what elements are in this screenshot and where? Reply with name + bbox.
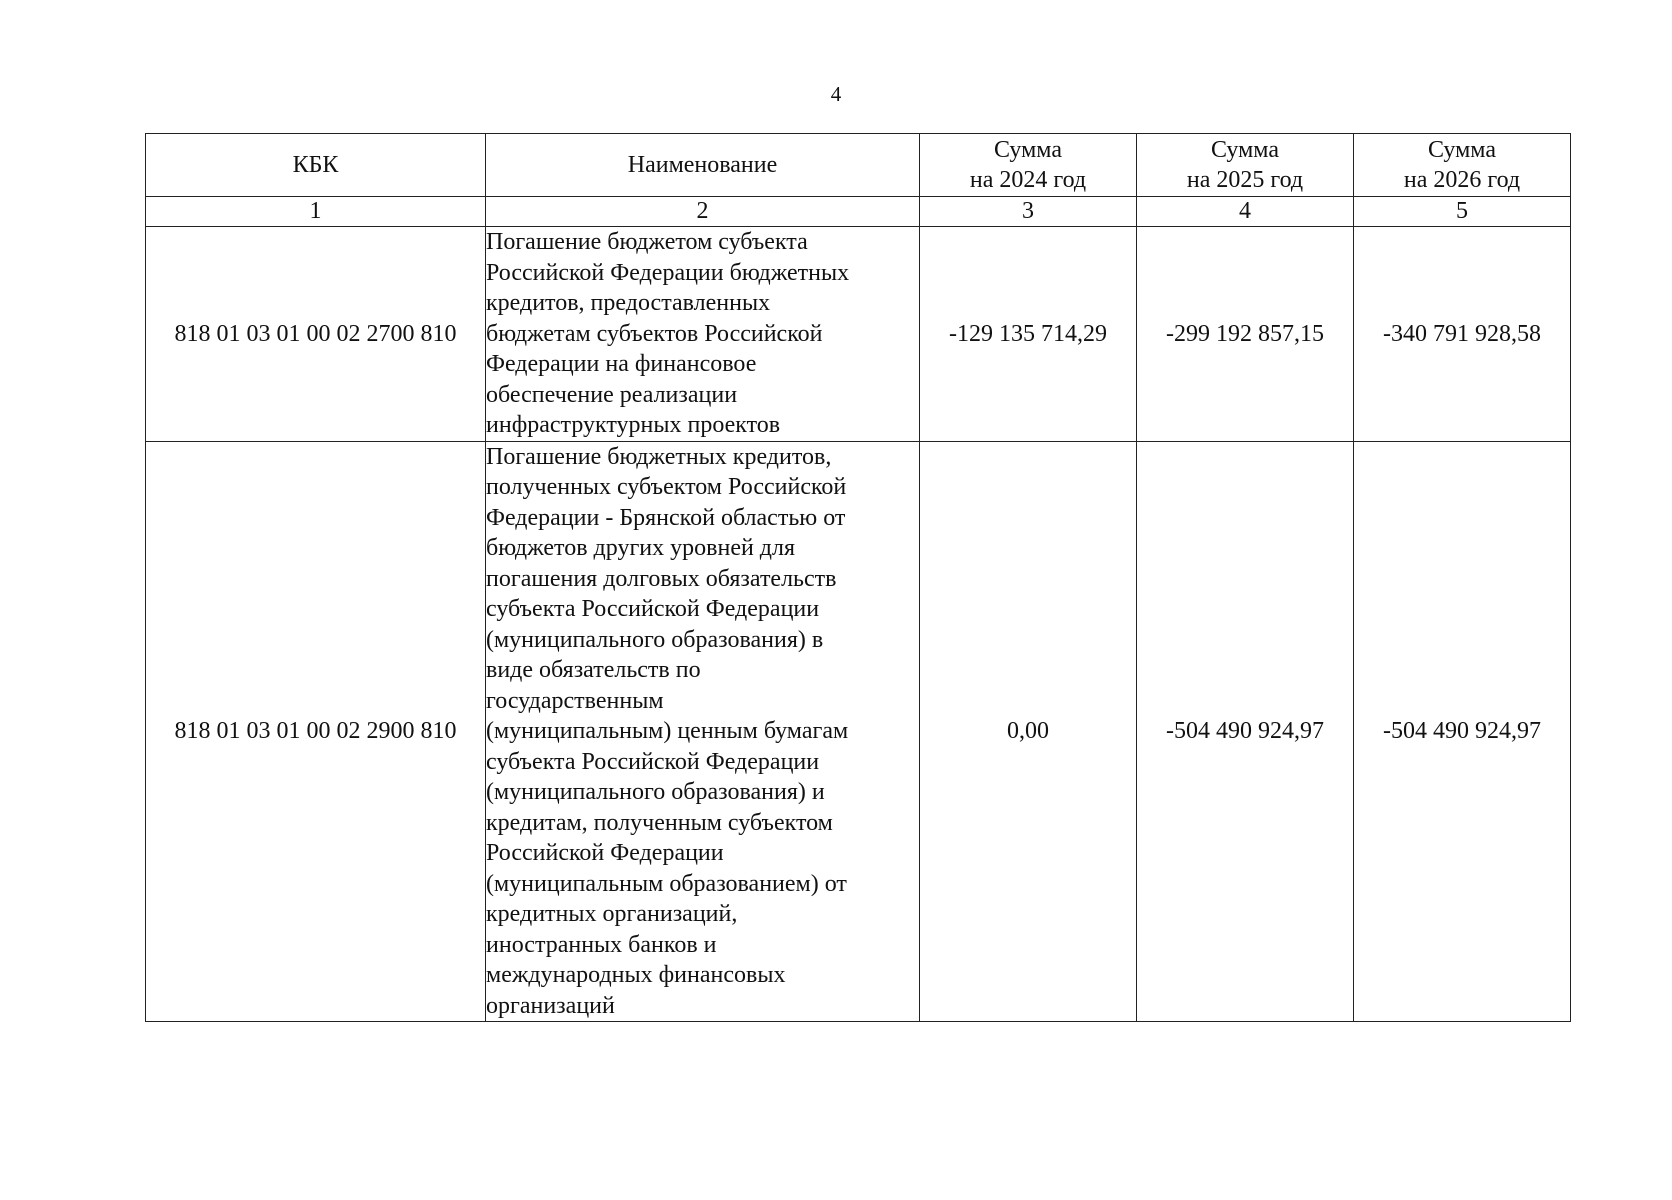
- header-sum-2025-line2: на 2025 год: [1186, 167, 1304, 193]
- amount-2024: 0,00: [920, 441, 1137, 1022]
- header-sum-2024-line1: Сумма: [994, 136, 1062, 163]
- item-name-line: обеспечение реализации: [486, 381, 738, 408]
- item-name: [486, 227, 920, 442]
- item-name-line: бюджетов других уровней для: [486, 535, 796, 561]
- amount-2025: -299 192 857,15: [1137, 227, 1354, 442]
- table-row: [146, 227, 1571, 442]
- item-name-line: полученных субъектом Российской: [486, 474, 847, 500]
- header-sum-2026-line1: Сумма: [1428, 136, 1496, 163]
- item-name-line: субъекта Российской Федерации: [486, 596, 820, 622]
- amount-2026: -340 791 928,58: [1354, 227, 1571, 442]
- header-name: Наименование: [486, 134, 920, 197]
- header-sum-2025-line1: Сумма: [1211, 136, 1279, 163]
- budget-table: [145, 133, 1571, 1022]
- column-number: 4: [1137, 197, 1354, 227]
- table-header-row: [146, 134, 1571, 197]
- item-name-line: иностранных банков и: [486, 931, 717, 958]
- column-number: 1: [146, 197, 486, 227]
- column-number-row: [146, 197, 1571, 227]
- amount-2025: -504 490 924,97: [1137, 441, 1354, 1022]
- item-name-line: (муниципального образования) и: [486, 779, 825, 805]
- item-name-line: государственным: [486, 687, 664, 714]
- table-row: [146, 441, 1571, 1022]
- item-name-line: погашения долговых обязательств: [486, 565, 837, 592]
- header-sum-2024-line2: на 2024 год: [969, 167, 1087, 193]
- item-name: [486, 441, 920, 1022]
- item-name-line: (муниципальным образованием) от: [486, 870, 847, 897]
- item-name-line: Федерации - Брянской областью от: [486, 504, 846, 531]
- item-name-line: кредитных организаций,: [486, 901, 738, 927]
- column-number: 3: [920, 197, 1137, 227]
- item-name-line: Федерации на финансовое: [486, 351, 757, 377]
- kbk-code: 818 01 03 01 00 02 2900 810: [146, 441, 486, 1022]
- amount-2024: -129 135 714,29: [920, 227, 1137, 442]
- item-name-line: (муниципальным) ценным бумагам: [486, 718, 849, 744]
- item-name-line: кредитам, полученным субъектом: [486, 809, 833, 836]
- item-name-line: организаций: [486, 992, 615, 1019]
- item-name-line: Погашение бюджетных кредитов,: [486, 443, 832, 470]
- header-sum-2025: [1137, 134, 1354, 197]
- item-name-line: (муниципального образования) в: [486, 626, 824, 653]
- kbk-code: 818 01 03 01 00 02 2700 810: [146, 227, 486, 442]
- item-name-line: Российской Федерации бюджетных: [486, 259, 850, 286]
- item-name-line: Погашение бюджетом субъекта: [486, 229, 808, 255]
- item-name-line: бюджетам субъектов Российской: [486, 320, 823, 347]
- item-name-line: виде обязательств по: [486, 657, 701, 683]
- amount-2026: -504 490 924,97: [1354, 441, 1571, 1022]
- header-sum-2026: [1354, 134, 1571, 197]
- item-name-line: субъекта Российской Федерации: [486, 748, 820, 775]
- item-name-line: инфраструктурных проектов: [486, 412, 781, 438]
- page-number: 4: [830, 82, 842, 106]
- item-name-line: международных финансовых: [486, 962, 786, 988]
- item-name-line: Российской Федерации: [486, 840, 724, 866]
- item-name-line: кредитов, предоставленных: [486, 290, 771, 316]
- header-kbk: КБК: [146, 134, 486, 197]
- header-sum-2024: [920, 134, 1137, 197]
- column-number: 5: [1354, 197, 1571, 227]
- column-number: 2: [486, 197, 920, 227]
- header-sum-2026-line2: на 2026 год: [1403, 167, 1521, 193]
